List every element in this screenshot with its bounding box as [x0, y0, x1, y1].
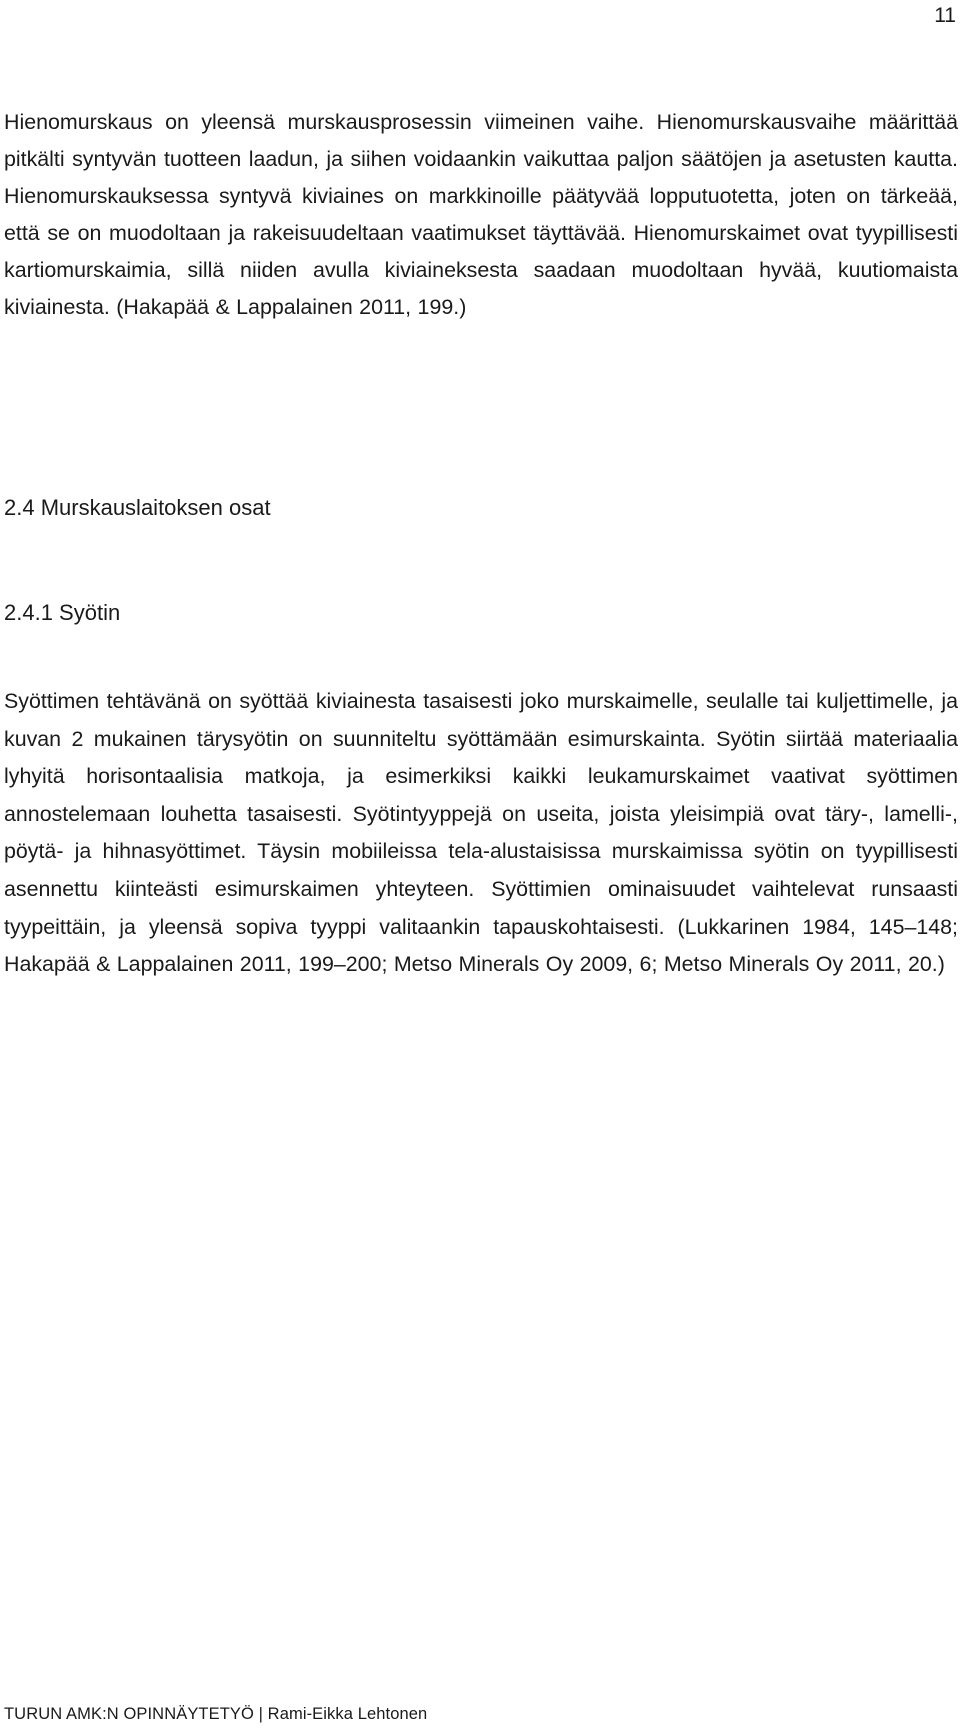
subsection-heading: 2.4.1 Syötin	[4, 600, 121, 625]
section-heading: 2.4 Murskauslaitoksen osat	[4, 495, 271, 520]
feeder-paragraph: Syöttimen tehtävänä on syöttää kiviainesta tasaisesti joko murskaimelle, seulalle tai kuljettimelle, ja kuvan 2 mukainen tärysyötin on suunniteltu syöttämään esimurskainta. Syötin siirtää materiaalia lyhyitä horisontaalisia matkoja, ja esimerkiksi kaikki leukamurskaimet vaativat syöttimen annostelemaan louhetta tasaisesti. Syötintyyppejä on useita, joista yleisimpiä ovat täry-, lamelli-, pöytä- ja hihnasyöttimet. Täysin mobiileissa tela-alustaisissa murskaimissa syötin on tyypillisesti asennettu kiinteästi esimurskaimen yhteyteen. Syöttimien ominaisuudet vaihtelevat runsaasti tyypeittäin, ja yleensä sopiva tyyppi valitaankin tapauskohtaisesti. (Lukkarinen 1984, 145–148; Hakapää & Lappalainen 2011, 199–200; Metso Minerals Oy 2009, 6; Metso Minerals Oy 2011, 20.)	[4, 689, 958, 977]
page-number: 11	[934, 4, 956, 27]
page-footer: TURUN AMK:N OPINNÄYTETYÖ | Rami-Eikka Lehtonen	[4, 1705, 428, 1723]
intro-paragraph: Hienomurskaus on yleensä murskausprosessin viimeinen vaihe. Hienomurskausvaihe määrittää pitkälti syntyvän tuotteen laadun, ja siihen voidaankin vaikuttaa paljon säätöjen ja asetusten kautta. Hienomurskauksessa syntyvä kiviaines on markkinoille päätyvää lopputuotetta, joten on tärkeää, että se on muodoltaan ja rakeisuudeltaan vaatimukset täyttävää. Hienomurskaimet ovat tyypillisesti kartiomurskaimia, sillä niiden avulla kiviaineksesta saadaan muodoltaan hyvää, kuutiomaista kiviainesta. (Hakapää & Lappalainen 2011, 199.)	[4, 110, 958, 320]
